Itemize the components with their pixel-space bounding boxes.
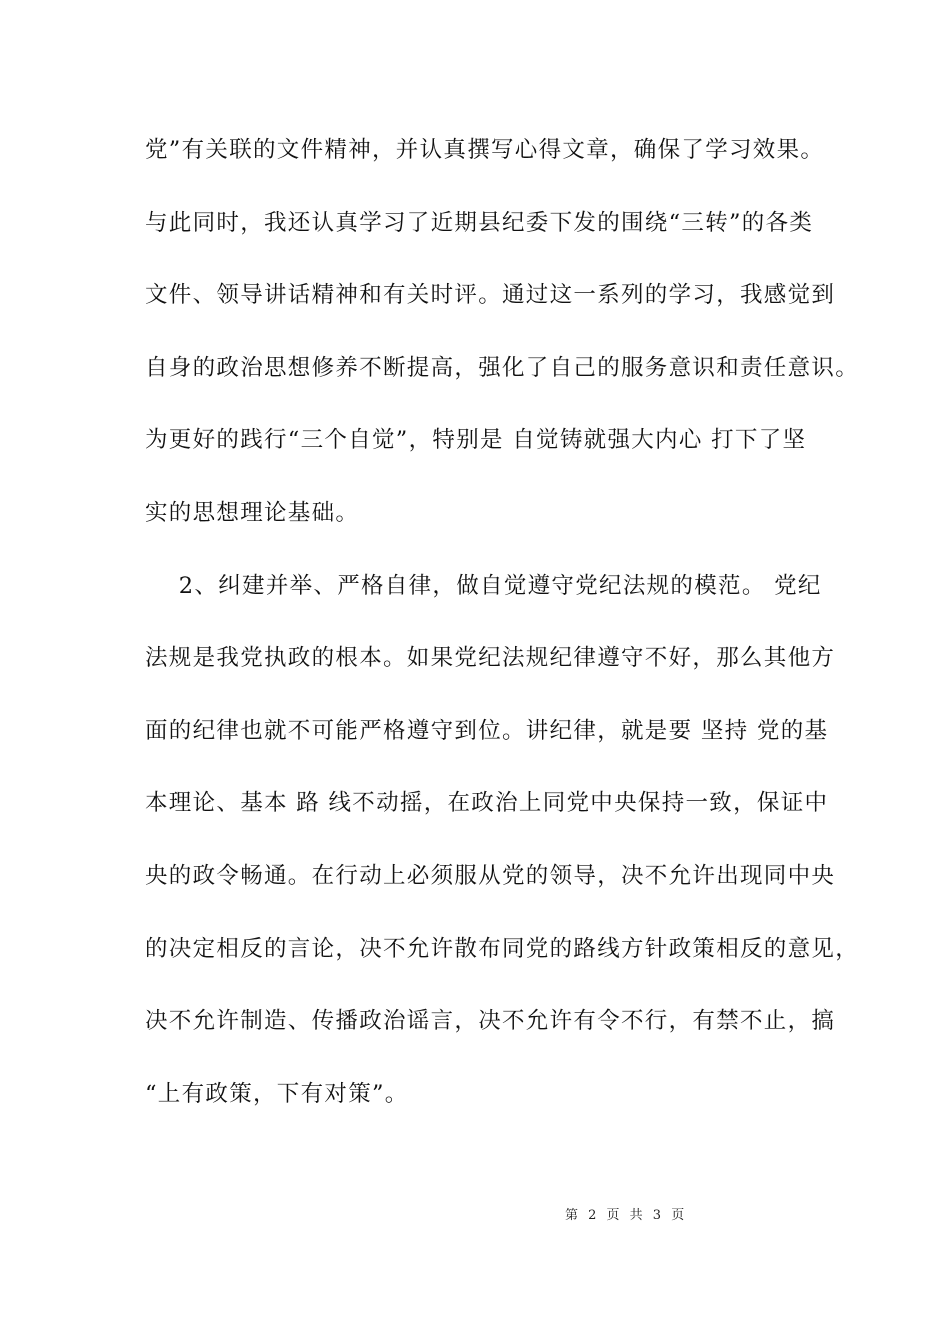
text-line: 与此同时，我还认真学习了近期县纪委下发的围绕“三转”的各类 (145, 209, 814, 236)
text-line: 本理论、基本 路 线不动摇，在政治上同党中央保持一致，保证中 (145, 790, 829, 817)
text-line: 为更好的践行“三个自觉”，特别是 自觉铸就强大内心 打下了坚 (145, 427, 807, 454)
paragraph-heading-line: 2、纠建并举、严格自律，做自觉遵守党纪法规的模范。 党纪 (145, 572, 822, 599)
text-line: “上有政策，下有对策”。 (145, 1080, 409, 1107)
text-line: 自身的政治思想修养不断提高，强化了自己的服务意识和责任意识。 (145, 354, 860, 381)
text-line: 的决定相反的言论，决不允许散布同党的路线方针政策相反的意见， (145, 935, 860, 962)
text-line: 党”有关联的文件精神，并认真撰写心得文章，确保了学习效果。 (145, 137, 825, 163)
text-line: 实的思想理论基础。 (145, 499, 360, 526)
text-line: 央的政令畅通。在行动上必须服从党的领导，决不允许出现同中央 (145, 862, 836, 889)
text-line: 决不允许制造、传播政治谣言，决不允许有令不行，有禁不止，搞 (145, 1008, 836, 1035)
text-line: 文件、领导讲话精神和有关时评。通过这一系列的学习，我感觉到 (145, 282, 836, 309)
text-line: 面的纪律也就不可能严格遵守到位。讲纪律，就是要 坚持 党的基 (145, 717, 829, 744)
document-body (145, 132, 860, 1148)
page-number-footer: 第 2 页 共 3 页 (565, 1208, 688, 1223)
text-line: 法规是我党执政的根本。如果党纪法规纪律遵守不好，那么其他方 (145, 645, 836, 672)
